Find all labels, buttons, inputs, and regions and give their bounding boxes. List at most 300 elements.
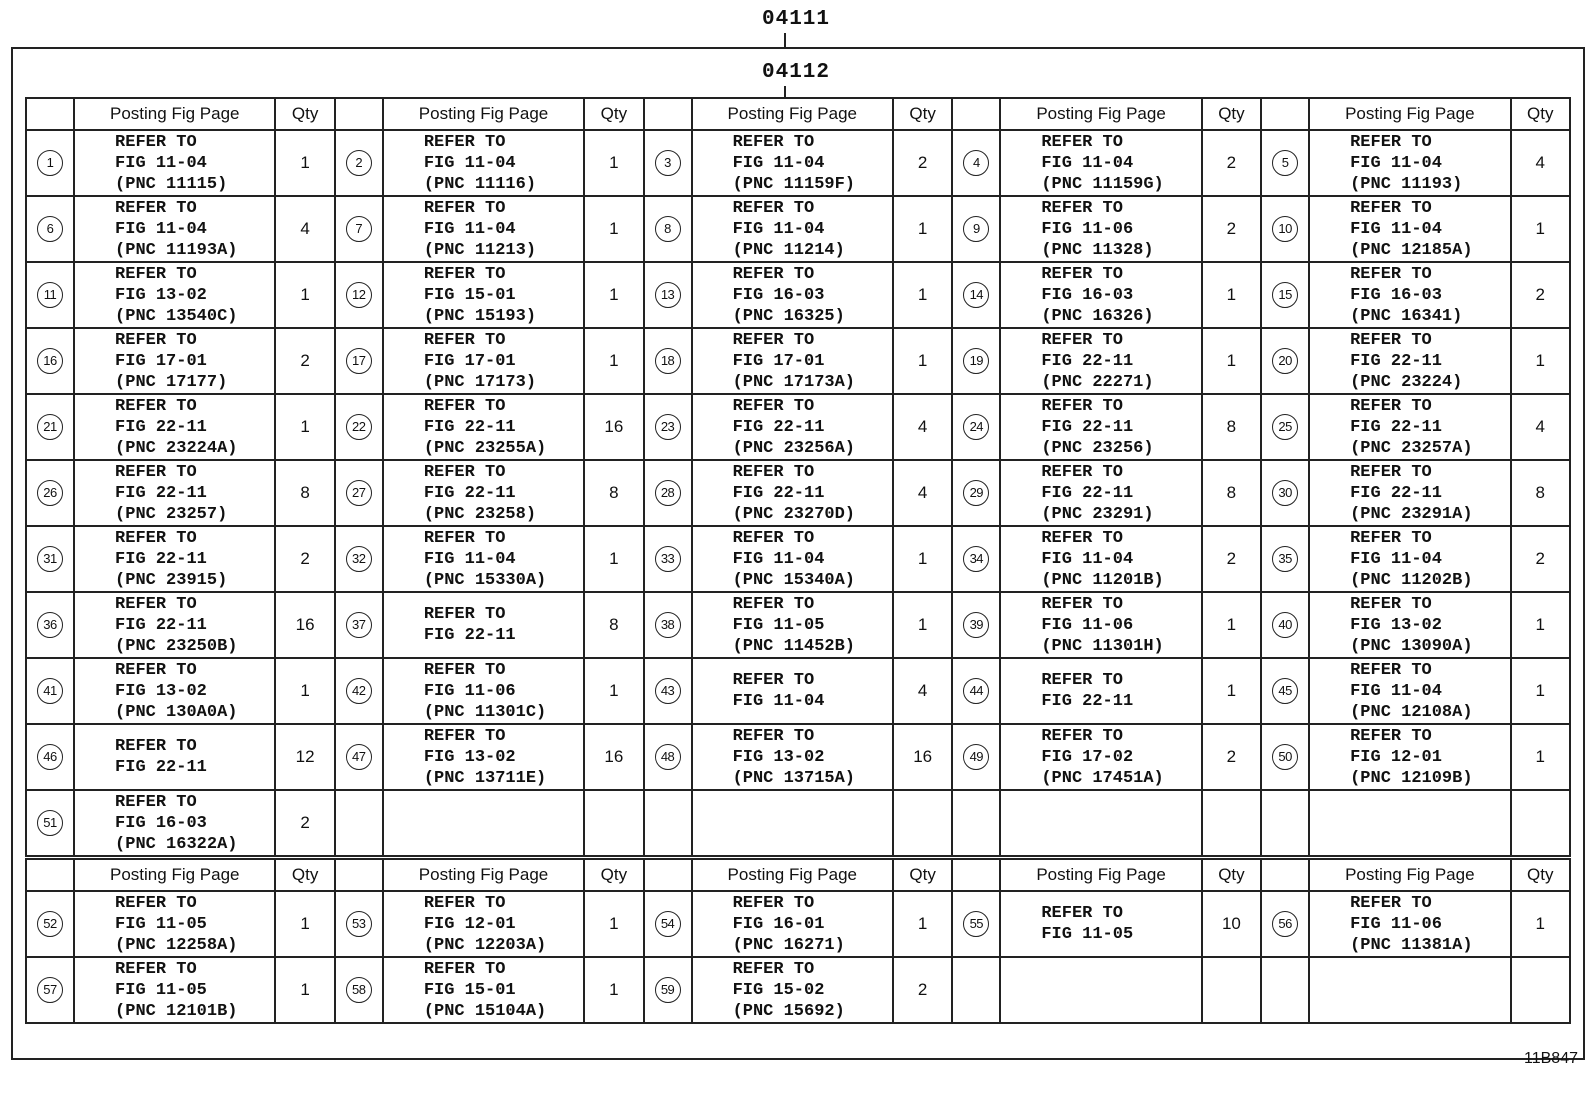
reference-line: (PNC 12108A) bbox=[1350, 702, 1473, 722]
reference-line: FIG 11-04 bbox=[423, 153, 516, 173]
header-qty: Qty bbox=[275, 98, 334, 130]
posting-fig-page-cell bbox=[692, 460, 893, 526]
qty-cell: 2 bbox=[275, 526, 334, 592]
reference-line: FIG 12-01 bbox=[1350, 747, 1442, 767]
reference-line: FIG 11-05 bbox=[115, 914, 207, 934]
qty-cell: 4 bbox=[893, 394, 952, 460]
item-number-badge: 22 bbox=[346, 414, 372, 440]
posting-fig-page-cell bbox=[1309, 724, 1510, 790]
qty-cell bbox=[893, 790, 952, 856]
reference-line: FIG 11-04 bbox=[732, 153, 825, 173]
reference-line: REFER TO bbox=[732, 462, 815, 482]
reference-line: REFER TO bbox=[732, 671, 815, 690]
item-number-cell bbox=[26, 592, 74, 658]
reference-line: (PNC 11452B) bbox=[732, 636, 855, 656]
qty-cell: 1 bbox=[275, 957, 334, 1023]
item-number-badge: 14 bbox=[963, 282, 989, 308]
reference-line: (PNC 12101B) bbox=[115, 1001, 238, 1021]
item-number-cell bbox=[335, 957, 383, 1023]
reference-line: REFER TO bbox=[115, 737, 197, 756]
posting-fig-page-cell bbox=[1000, 394, 1201, 460]
qty-cell: 1 bbox=[893, 196, 952, 262]
item-number-badge: 8 bbox=[655, 216, 681, 242]
qty-cell: 1 bbox=[1202, 592, 1261, 658]
reference-line: REFER TO bbox=[423, 660, 506, 680]
reference-line: FIG 22-11 bbox=[423, 626, 516, 645]
item-number-badge: 37 bbox=[346, 612, 372, 638]
item-number-badge: 47 bbox=[346, 744, 372, 770]
item-number-cell bbox=[1261, 130, 1309, 196]
item-number-cell bbox=[335, 130, 383, 196]
header-posting-fig-page: Posting Fig Page bbox=[74, 859, 275, 891]
reference-line: (PNC 23291A) bbox=[1350, 504, 1473, 524]
item-number-cell bbox=[26, 790, 74, 856]
table-row bbox=[26, 196, 1570, 262]
item-number-cell bbox=[644, 196, 692, 262]
reference-line: REFER TO bbox=[423, 726, 506, 746]
reference-line: (PNC 23257) bbox=[115, 504, 228, 524]
reference-line: REFER TO bbox=[732, 726, 815, 746]
reference-line: FIG 22-11 bbox=[732, 417, 825, 437]
item-number-cell bbox=[335, 262, 383, 328]
posting-fig-page-cell bbox=[1000, 460, 1201, 526]
header-row bbox=[26, 859, 1570, 891]
reference-line: REFER TO bbox=[1350, 726, 1432, 746]
posting-fig-page-cell bbox=[74, 592, 275, 658]
qty-cell: 8 bbox=[275, 460, 334, 526]
header-number-cell bbox=[1261, 98, 1309, 130]
qty-cell: 8 bbox=[584, 592, 643, 658]
reference-line: FIG 16-03 bbox=[1041, 285, 1134, 305]
reference-line: REFER TO bbox=[1350, 264, 1432, 284]
diagram-subtitle-04112: 04112 bbox=[761, 61, 830, 84]
posting-fig-page-cell bbox=[74, 891, 275, 957]
reference-line: FIG 11-04 bbox=[1350, 549, 1442, 569]
qty-cell: 1 bbox=[584, 891, 643, 957]
posting-fig-page-cell bbox=[1309, 790, 1510, 856]
qty-cell: 16 bbox=[584, 394, 643, 460]
reference-line: FIG 22-11 bbox=[1041, 417, 1134, 437]
connector-line-sub bbox=[784, 86, 786, 97]
reference-line: (PNC 11159G) bbox=[1041, 174, 1164, 194]
reference-line: (PNC 17177) bbox=[115, 372, 228, 392]
posting-fig-page-cell bbox=[383, 957, 584, 1023]
header-posting-fig-page: Posting Fig Page bbox=[383, 98, 584, 130]
reference-line: REFER TO bbox=[1041, 264, 1123, 284]
reference-line: (PNC 130A0A) bbox=[115, 702, 238, 722]
item-number-badge: 35 bbox=[1272, 546, 1298, 572]
reference-line: REFER TO bbox=[1350, 396, 1432, 416]
figure-code: 11B847 bbox=[1524, 1050, 1578, 1067]
posting-fig-page-cell bbox=[1000, 790, 1201, 856]
reference-line: REFER TO bbox=[423, 330, 506, 350]
item-number-cell bbox=[335, 891, 383, 957]
posting-fig-page-cell bbox=[692, 328, 893, 394]
posting-fig-page-cell bbox=[383, 724, 584, 790]
posting-fig-page-cell bbox=[692, 724, 893, 790]
qty-cell: 4 bbox=[1511, 130, 1570, 196]
reference-line: FIG 11-04 bbox=[732, 549, 825, 569]
posting-fig-page-cell bbox=[1309, 328, 1510, 394]
posting-fig-page-cell bbox=[692, 592, 893, 658]
posting-fig-page-cell bbox=[692, 891, 893, 957]
posting-fig-page-cell bbox=[1309, 957, 1510, 1023]
reference-line: (PNC 15692) bbox=[732, 1001, 845, 1021]
reference-line: (PNC 11328) bbox=[1041, 240, 1154, 260]
item-number-badge: 39 bbox=[963, 612, 989, 638]
posting-fig-page-cell bbox=[74, 328, 275, 394]
posting-fig-page-cell bbox=[74, 790, 275, 856]
item-number-cell bbox=[644, 790, 692, 856]
reference-line: FIG 22-11 bbox=[1041, 483, 1134, 503]
reference-line: REFER TO bbox=[115, 528, 197, 548]
reference-line: FIG 17-01 bbox=[732, 351, 825, 371]
posting-fig-page-cell bbox=[383, 460, 584, 526]
posting-fig-page-cell bbox=[1309, 891, 1510, 957]
reference-line: REFER TO bbox=[1041, 594, 1123, 614]
posting-fig-page-cell bbox=[1309, 658, 1510, 724]
item-number-cell bbox=[644, 891, 692, 957]
qty-cell: 1 bbox=[1202, 658, 1261, 724]
posting-fig-page-cell bbox=[1000, 130, 1201, 196]
qty-cell: 1 bbox=[1511, 891, 1570, 957]
parts-table-1 bbox=[25, 97, 1571, 857]
posting-fig-page-cell bbox=[1309, 460, 1510, 526]
qty-cell: 8 bbox=[1202, 394, 1261, 460]
reference-line: (PNC 15340A) bbox=[732, 570, 855, 590]
reference-line: (PNC 15104A) bbox=[423, 1001, 547, 1021]
reference-line: REFER TO bbox=[115, 594, 197, 614]
qty-cell: 12 bbox=[275, 724, 334, 790]
reference-line: REFER TO bbox=[115, 132, 197, 152]
reference-line: REFER TO bbox=[732, 264, 815, 284]
item-number-cell bbox=[1261, 262, 1309, 328]
reference-line: REFER TO bbox=[732, 396, 815, 416]
qty-cell: 4 bbox=[893, 658, 952, 724]
reference-line: FIG 12-01 bbox=[423, 914, 516, 934]
posting-fig-page-cell bbox=[1309, 196, 1510, 262]
table-row bbox=[26, 460, 1570, 526]
item-number-badge: 13 bbox=[655, 282, 681, 308]
item-number-badge: 31 bbox=[37, 546, 63, 572]
qty-cell: 1 bbox=[1202, 262, 1261, 328]
reference-line: (PNC 12185A) bbox=[1350, 240, 1473, 260]
qty-cell: 1 bbox=[584, 957, 643, 1023]
posting-fig-page-cell bbox=[383, 592, 584, 658]
reference-line: FIG 16-03 bbox=[1350, 285, 1442, 305]
reference-line: FIG 17-01 bbox=[423, 351, 516, 371]
posting-fig-page-cell bbox=[74, 130, 275, 196]
item-number-cell bbox=[26, 658, 74, 724]
reference-line: FIG 13-02 bbox=[115, 285, 207, 305]
qty-cell: 16 bbox=[584, 724, 643, 790]
posting-fig-page-cell bbox=[1000, 262, 1201, 328]
item-number-badge: 56 bbox=[1272, 911, 1298, 937]
reference-line: REFER TO bbox=[1041, 462, 1123, 482]
reference-line: REFER TO bbox=[115, 660, 197, 680]
item-number-cell bbox=[335, 592, 383, 658]
table-row bbox=[26, 328, 1570, 394]
reference-line: FIG 11-04 bbox=[732, 219, 825, 239]
posting-fig-page-cell bbox=[692, 130, 893, 196]
item-number-badge: 50 bbox=[1272, 744, 1298, 770]
reference-line: FIG 11-06 bbox=[423, 681, 516, 701]
reference-line: (PNC 15193) bbox=[423, 306, 537, 326]
qty-cell: 1 bbox=[584, 130, 643, 196]
item-number-badge: 43 bbox=[655, 678, 681, 704]
header-number-cell bbox=[335, 859, 383, 891]
reference-line: FIG 22-11 bbox=[115, 417, 207, 437]
posting-fig-page-cell bbox=[74, 526, 275, 592]
header-number-cell bbox=[26, 98, 74, 130]
qty-cell: 1 bbox=[893, 328, 952, 394]
item-number-cell bbox=[952, 724, 1000, 790]
reference-line: (PNC 16271) bbox=[732, 935, 845, 955]
posting-fig-page-cell bbox=[1309, 592, 1510, 658]
header-qty: Qty bbox=[1202, 98, 1261, 130]
item-number-cell bbox=[1261, 592, 1309, 658]
item-number-cell bbox=[644, 658, 692, 724]
item-number-cell bbox=[26, 724, 74, 790]
posting-fig-page-cell bbox=[1000, 957, 1201, 1023]
reference-line: REFER TO bbox=[115, 396, 197, 416]
qty-cell: 2 bbox=[1511, 526, 1570, 592]
reference-line: (PNC 17173) bbox=[423, 372, 537, 392]
qty-cell: 2 bbox=[1202, 724, 1261, 790]
posting-fig-page-cell bbox=[74, 658, 275, 724]
qty-cell: 1 bbox=[893, 262, 952, 328]
item-number-cell bbox=[952, 891, 1000, 957]
reference-line: REFER TO bbox=[732, 132, 815, 152]
item-number-badge: 1 bbox=[37, 150, 63, 176]
reference-line: FIG 11-04 bbox=[423, 549, 516, 569]
item-number-badge: 33 bbox=[655, 546, 681, 572]
qty-cell bbox=[1511, 957, 1570, 1023]
reference-line: FIG 22-11 bbox=[423, 417, 516, 437]
item-number-badge: 42 bbox=[346, 678, 372, 704]
reference-line: FIG 11-06 bbox=[1041, 615, 1134, 635]
reference-line: (PNC 23250B) bbox=[115, 636, 238, 656]
qty-cell: 1 bbox=[893, 891, 952, 957]
reference-line: (PNC 23224) bbox=[1350, 372, 1463, 392]
item-number-cell bbox=[335, 658, 383, 724]
reference-line: REFER TO bbox=[1041, 330, 1123, 350]
qty-cell: 8 bbox=[1202, 460, 1261, 526]
reference-line: FIG 11-05 bbox=[732, 615, 825, 635]
item-number-badge: 9 bbox=[963, 216, 989, 242]
header-posting-fig-page: Posting Fig Page bbox=[1309, 98, 1510, 130]
reference-line: (PNC 22271) bbox=[1041, 372, 1154, 392]
qty-cell: 1 bbox=[1511, 724, 1570, 790]
reference-line: (PNC 23256A) bbox=[732, 438, 855, 458]
qty-cell: 8 bbox=[584, 460, 643, 526]
reference-line: (PNC 11202B) bbox=[1350, 570, 1473, 590]
reference-line: (PNC 23291) bbox=[1041, 504, 1154, 524]
item-number-cell bbox=[335, 724, 383, 790]
header-posting-fig-page: Posting Fig Page bbox=[1309, 859, 1510, 891]
reference-line: REFER TO bbox=[1041, 198, 1123, 218]
item-number-cell bbox=[952, 394, 1000, 460]
qty-cell bbox=[1511, 790, 1570, 856]
table-row bbox=[26, 130, 1570, 196]
posting-fig-page-cell bbox=[1000, 526, 1201, 592]
item-number-cell bbox=[952, 196, 1000, 262]
reference-line: (PNC 13540C) bbox=[115, 306, 238, 326]
qty-cell: 1 bbox=[584, 526, 643, 592]
reference-line: FIG 11-05 bbox=[115, 980, 207, 1000]
qty-cell: 1 bbox=[275, 891, 334, 957]
diagram-title-04111: 04111 bbox=[761, 8, 830, 31]
reference-line: (PNC 16341) bbox=[1350, 306, 1463, 326]
reference-line: (PNC 11115) bbox=[115, 174, 228, 194]
item-number-cell bbox=[26, 262, 74, 328]
posting-fig-page-cell bbox=[692, 262, 893, 328]
parts-table-2 bbox=[25, 858, 1571, 1024]
posting-fig-page-cell bbox=[383, 526, 584, 592]
item-number-cell bbox=[644, 130, 692, 196]
item-number-badge: 19 bbox=[963, 348, 989, 374]
item-number-badge: 29 bbox=[963, 480, 989, 506]
reference-line: (PNC 23257A) bbox=[1350, 438, 1473, 458]
posting-fig-page-cell bbox=[1000, 196, 1201, 262]
table-row bbox=[26, 262, 1570, 328]
reference-line: FIG 22-11 bbox=[732, 483, 825, 503]
reference-line: REFER TO bbox=[115, 792, 197, 812]
reference-line: FIG 11-04 bbox=[1041, 153, 1134, 173]
header-number-cell bbox=[644, 98, 692, 130]
qty-cell: 1 bbox=[275, 394, 334, 460]
reference-line: REFER TO bbox=[115, 264, 197, 284]
qty-cell: 1 bbox=[584, 196, 643, 262]
header-qty: Qty bbox=[893, 859, 952, 891]
item-number-cell bbox=[952, 957, 1000, 1023]
reference-line: REFER TO bbox=[423, 198, 506, 218]
item-number-cell bbox=[644, 394, 692, 460]
reference-line: FIG 15-01 bbox=[423, 285, 516, 305]
item-number-badge: 25 bbox=[1272, 414, 1298, 440]
item-number-cell bbox=[644, 592, 692, 658]
header-posting-fig-page: Posting Fig Page bbox=[1000, 98, 1201, 130]
reference-line: (PNC 23258) bbox=[423, 504, 537, 524]
item-number-cell bbox=[1261, 790, 1309, 856]
reference-line: REFER TO bbox=[1041, 726, 1123, 746]
qty-cell: 4 bbox=[275, 196, 334, 262]
qty-cell: 2 bbox=[1202, 526, 1261, 592]
item-number-cell bbox=[1261, 724, 1309, 790]
item-number-cell bbox=[644, 724, 692, 790]
reference-line: FIG 13-02 bbox=[1350, 615, 1442, 635]
item-number-badge: 12 bbox=[346, 282, 372, 308]
table-row bbox=[26, 658, 1570, 724]
reference-line: (PNC 16322A) bbox=[115, 834, 238, 854]
connector-line-top bbox=[784, 33, 786, 47]
qty-cell: 1 bbox=[275, 658, 334, 724]
item-number-cell bbox=[26, 130, 74, 196]
header-qty: Qty bbox=[893, 98, 952, 130]
qty-cell: 1 bbox=[1202, 328, 1261, 394]
item-number-badge: 59 bbox=[655, 977, 681, 1003]
reference-line: REFER TO bbox=[423, 959, 506, 979]
item-number-badge: 32 bbox=[346, 546, 372, 572]
reference-line: REFER TO bbox=[732, 959, 815, 979]
reference-line: REFER TO bbox=[423, 396, 506, 416]
posting-fig-page-cell bbox=[1000, 724, 1201, 790]
item-number-badge: 7 bbox=[346, 216, 372, 242]
item-number-cell bbox=[335, 526, 383, 592]
item-number-badge: 10 bbox=[1272, 216, 1298, 242]
reference-line: (PNC 23270D) bbox=[732, 504, 855, 524]
item-number-badge: 46 bbox=[37, 744, 63, 770]
item-number-cell bbox=[335, 790, 383, 856]
reference-line: FIG 11-06 bbox=[1350, 914, 1442, 934]
item-number-badge: 51 bbox=[37, 810, 63, 836]
item-number-cell bbox=[644, 957, 692, 1023]
reference-line: REFER TO bbox=[1041, 528, 1123, 548]
reference-line: FIG 22-11 bbox=[115, 483, 207, 503]
header-number-cell bbox=[952, 98, 1000, 130]
posting-fig-page-cell bbox=[383, 130, 584, 196]
reference-line: REFER TO bbox=[1350, 330, 1432, 350]
item-number-cell bbox=[644, 328, 692, 394]
item-number-badge: 48 bbox=[655, 744, 681, 770]
item-number-cell bbox=[26, 328, 74, 394]
item-number-cell bbox=[1261, 957, 1309, 1023]
header-posting-fig-page: Posting Fig Page bbox=[692, 859, 893, 891]
header-qty: Qty bbox=[1511, 859, 1570, 891]
table-row bbox=[26, 957, 1570, 1023]
reference-line: REFER TO bbox=[732, 893, 815, 913]
reference-line: FIG 11-04 bbox=[1041, 549, 1134, 569]
item-number-cell bbox=[1261, 526, 1309, 592]
posting-fig-page-cell bbox=[692, 790, 893, 856]
reference-line: (PNC 23915) bbox=[115, 570, 228, 590]
qty-cell: 1 bbox=[584, 328, 643, 394]
posting-fig-page-cell bbox=[1000, 658, 1201, 724]
reference-line: (PNC 16325) bbox=[732, 306, 845, 326]
posting-fig-page-cell bbox=[1000, 891, 1201, 957]
qty-cell: 10 bbox=[1202, 891, 1261, 957]
posting-fig-page-cell bbox=[383, 328, 584, 394]
reference-line: FIG 11-06 bbox=[1041, 219, 1134, 239]
qty-cell: 1 bbox=[893, 592, 952, 658]
posting-fig-page-cell bbox=[692, 658, 893, 724]
reference-line: REFER TO bbox=[423, 264, 506, 284]
reference-line: FIG 16-03 bbox=[732, 285, 825, 305]
header-number-cell bbox=[335, 98, 383, 130]
header-qty: Qty bbox=[584, 859, 643, 891]
item-number-badge: 49 bbox=[963, 744, 989, 770]
reference-line: (PNC 23224A) bbox=[115, 438, 238, 458]
qty-cell: 1 bbox=[275, 130, 334, 196]
qty-cell: 2 bbox=[275, 328, 334, 394]
header-number-cell bbox=[952, 859, 1000, 891]
reference-line: FIG 22-11 bbox=[115, 549, 207, 569]
item-number-badge: 26 bbox=[37, 480, 63, 506]
posting-fig-page-cell bbox=[1309, 262, 1510, 328]
reference-line: FIG 11-04 bbox=[1350, 219, 1442, 239]
reference-line: REFER TO bbox=[115, 959, 197, 979]
posting-fig-page-cell bbox=[74, 957, 275, 1023]
reference-line: REFER TO bbox=[732, 594, 815, 614]
reference-line: (PNC 11159F) bbox=[732, 174, 855, 194]
reference-line: REFER TO bbox=[732, 528, 815, 548]
reference-line: (PNC 11301C) bbox=[423, 702, 547, 722]
reference-line: (PNC 11116) bbox=[423, 174, 537, 194]
item-number-cell bbox=[1261, 460, 1309, 526]
item-number-cell bbox=[952, 460, 1000, 526]
reference-line: (PNC 17173A) bbox=[732, 372, 855, 392]
reference-line: FIG 22-11 bbox=[423, 483, 516, 503]
